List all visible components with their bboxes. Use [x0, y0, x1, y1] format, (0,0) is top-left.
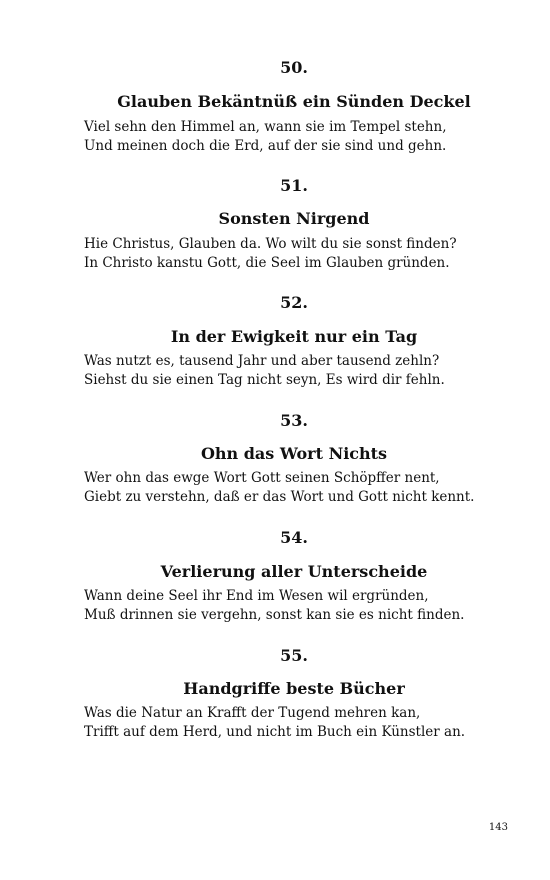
verse-line: In Christo kanstu Gott, die Seel im Glauben gründen.	[84, 255, 450, 271]
verse-line: Was nutzt es, tausend Jahr und aber tausend zehln?	[84, 353, 440, 369]
verse-line: Und meinen doch die Erd, auf der sie sind und gehn.	[84, 138, 447, 154]
epigram-number: 50.	[280, 58, 308, 77]
verse-line: Muß drinnen sie vergehn, sonst kan sie es nicht finden.	[84, 607, 465, 623]
epigram-verse	[84, 118, 524, 156]
page-number: 143	[488, 822, 508, 833]
epigram-verse	[84, 469, 524, 507]
epigram-number: 53.	[280, 411, 308, 430]
verse-line: Giebt zu verstehn, daß er das Wort und Gott nicht kennt.	[84, 489, 475, 505]
epigram-number: 52.	[280, 293, 308, 312]
epigram-number: 55.	[280, 646, 308, 665]
verse-line: Wer ohn das ewge Wort Gott seinen Schöpffer nent,	[84, 470, 440, 486]
epigram-verse	[84, 704, 524, 742]
epigram-number: 51.	[280, 176, 308, 195]
verse-line: Hie Christus, Glauben da. Wo wilt du sie sonst finden?	[84, 236, 457, 252]
verse-line: Wann deine Seel ihr End im Wesen wil ergründen,	[84, 588, 429, 604]
verse-line: Viel sehn den Himmel an, wann sie im Tempel stehn,	[84, 119, 447, 135]
epigram-verse	[84, 587, 524, 625]
epigram-title: Glauben Bekäntnüß ein Sünden Deckel	[117, 92, 471, 111]
epigram-title: Handgriffe beste Bücher	[183, 679, 405, 698]
epigram-title: In der Ewigkeit nur ein Tag	[170, 327, 418, 346]
epigram-verse	[84, 352, 524, 390]
epigram-title: Sonsten Nirgend	[218, 209, 370, 228]
epigram-number: 54.	[280, 528, 308, 547]
epigram-title: Verlierung aller Unterscheide	[160, 562, 428, 581]
epigram-verse	[84, 235, 524, 273]
verse-line: Siehst du sie einen Tag nicht seyn, Es wird dir fehln.	[84, 372, 445, 388]
verse-line: Was die Natur an Krafft der Tugend mehren kan,	[84, 705, 421, 721]
epigram-title: Ohn das Wort Nichts	[200, 444, 388, 463]
verse-line: Trifft auf dem Herd, und nicht im Buch ein Künstler an.	[84, 724, 466, 740]
